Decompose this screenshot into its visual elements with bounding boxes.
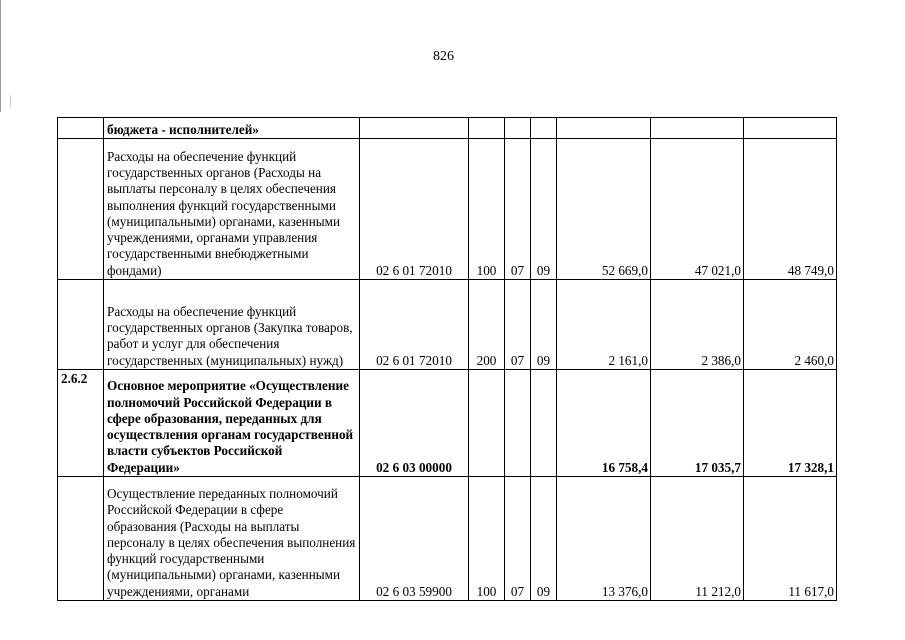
row-rz: 07 <box>505 280 531 370</box>
row-vr: 100 <box>469 139 505 280</box>
row-pr: 09 <box>531 139 557 280</box>
page-number: 826 <box>433 49 454 64</box>
row-year3: 11 617,0 <box>744 477 837 601</box>
row-year2: 47 021,0 <box>651 139 744 280</box>
row-code: 02 6 03 00000 <box>360 370 469 477</box>
row-year2: 2 386,0 <box>651 280 744 370</box>
row-rz <box>505 370 531 477</box>
row-pr: 09 <box>531 477 557 601</box>
table-row <box>58 477 837 601</box>
row-description: Расходы на обеспечение функций государственных органов (Расходы на выплаты персоналу в целях обеспечения выполнения функций государственными (муниципальными) органами, казенными учреждениями, органами управления государственными внебюджетными фондами) <box>104 139 360 280</box>
table-row <box>58 139 837 280</box>
row-year2 <box>651 118 744 139</box>
row-number: 2.6.2 <box>58 370 104 477</box>
row-description: Расходы на обеспечение функций государственных органов (Закупка товаров, работ и услуг для обеспечения государственных (муниципальных) нужд) <box>104 280 360 370</box>
row-rz <box>505 118 531 139</box>
row-rz: 07 <box>505 477 531 601</box>
row-number <box>58 477 104 601</box>
row-code <box>360 118 469 139</box>
row-year3: 17 328,1 <box>744 370 837 477</box>
row-vr: 200 <box>469 280 505 370</box>
row-year1: 2 161,0 <box>557 280 651 370</box>
row-year1: 16 758,4 <box>557 370 651 477</box>
row-description: Основное мероприятие «Осуществление полномочий Российской Федерации в сфере образования, переданных для осуществления органам государственной власти субъектов Российской Федерации» <box>104 370 360 477</box>
row-rz: 07 <box>505 139 531 280</box>
row-year1: 52 669,0 <box>557 139 651 280</box>
row-year2: 11 212,0 <box>651 477 744 601</box>
budget-table <box>57 117 837 601</box>
row-number <box>58 139 104 280</box>
row-vr <box>469 370 505 477</box>
row-pr <box>531 370 557 477</box>
table-row <box>58 280 837 370</box>
table-row <box>58 118 837 139</box>
row-code: 02 6 03 59900 <box>360 477 469 601</box>
row-year3 <box>744 118 837 139</box>
row-year1: 13 376,0 <box>557 477 651 601</box>
row-year3: 48 749,0 <box>744 139 837 280</box>
row-code: 02 6 01 72010 <box>360 280 469 370</box>
row-pr <box>531 118 557 139</box>
row-year2: 17 035,7 <box>651 370 744 477</box>
row-description: бюджета - исполнителей» <box>104 118 360 139</box>
row-description: Осуществление переданных полномочий Российской Федерации в сфере образования (Расходы на выплаты персоналу в целях обеспечения выполнения функций государственными (муниципальными) органами, казенными учреждениями, органами <box>104 477 360 601</box>
row-number <box>58 280 104 370</box>
row-year1 <box>557 118 651 139</box>
table-row <box>58 370 837 477</box>
scan-edge-line <box>0 0 1 112</box>
row-number <box>58 118 104 139</box>
scan-edge-mark <box>10 95 11 107</box>
row-vr: 100 <box>469 477 505 601</box>
row-code: 02 6 01 72010 <box>360 139 469 280</box>
row-vr <box>469 118 505 139</box>
row-pr: 09 <box>531 280 557 370</box>
row-year3: 2 460,0 <box>744 280 837 370</box>
